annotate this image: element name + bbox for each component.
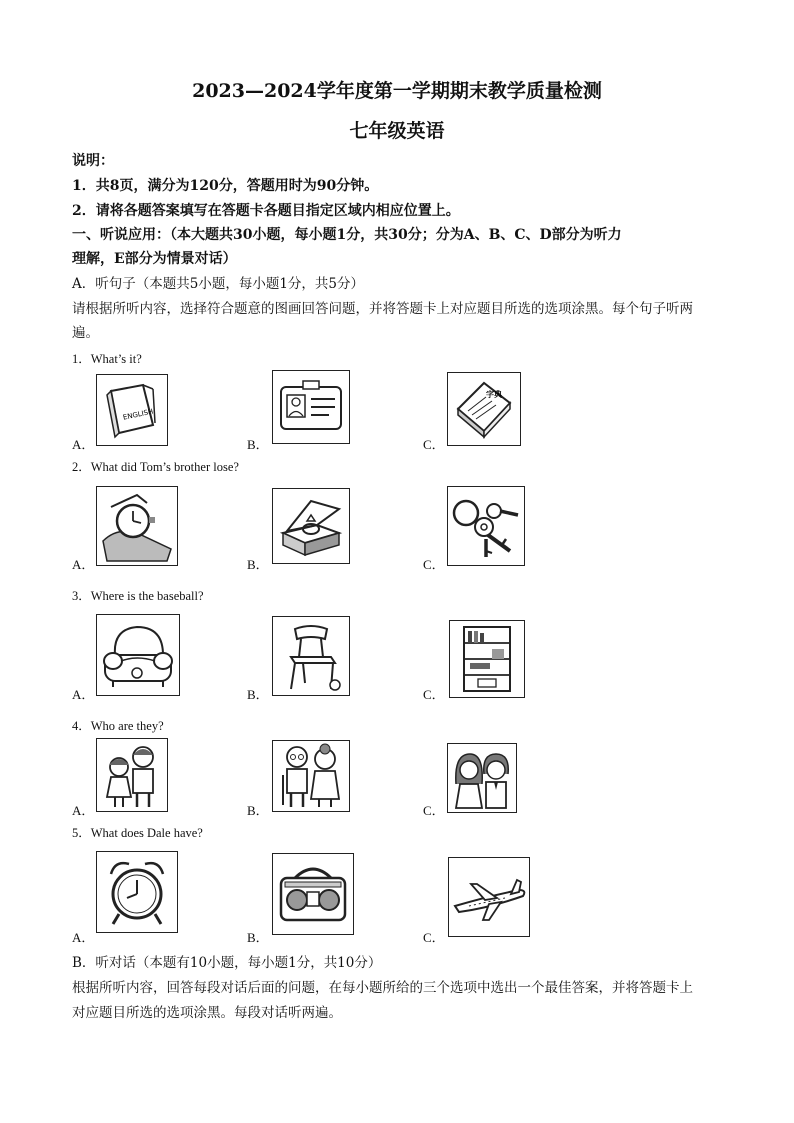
armchair-icon [96,614,180,696]
question-5: 5．What does Dale have? [72,826,203,840]
partA-direction-line2: 遍。 [72,325,99,341]
keys-icon [447,486,525,566]
page-title: 2023—2024学年度第一学期期末教学质量检测 [192,80,602,102]
partB-direction-line2: 对应题目所选的选项涂黑。每段对话听两遍。 [72,1005,342,1021]
page-subtitle: 七年级英语 [349,120,445,142]
svg-text:字典: 字典 [486,390,502,399]
partA-heading: A．听句子（本题共5小题，每小题1分，共5分） [72,276,365,292]
airplane-icon [448,857,530,937]
q2-option-c[interactable]: C． [423,557,445,572]
couple-icon [447,743,517,813]
q4-option-b[interactable]: B． [247,803,269,818]
partA-direction-line1: 请根据所听内容，选择符合题意的图画回答问题，并将答题卡上对应题目所选的选项涂黑。每个句子听两 [72,301,693,317]
english-book-icon [96,374,168,446]
ring-box-icon [272,488,350,564]
question-1: 1．What’s it? [72,352,142,366]
q3-option-c[interactable]: C． [423,687,445,702]
q1-option-c[interactable]: C． [423,437,445,452]
bookcase-icon [449,620,525,698]
q2-option-b[interactable]: B． [247,557,269,572]
grandparents-icon [272,740,350,812]
svg-text:ENGLISH: ENGLISH [122,407,155,422]
instructions-heading: 说明： [72,153,114,169]
radio-icon [272,853,354,935]
q1-option-a[interactable]: A． [72,437,95,452]
section1-line1: 一、听说应用：（本大题共30小题，每小题1分，共30分；分为A、B、C、D部分为听力 [72,227,622,243]
partB-heading: B．听对话（本题有10小题，每小题1分，共10分） [72,955,382,971]
q3-option-a[interactable]: A． [72,687,95,702]
q3-option-b[interactable]: B． [247,687,269,702]
q1-option-b[interactable]: B． [247,437,269,452]
q4-option-a[interactable]: A． [72,803,95,818]
question-2: 2．What did Tom’s brother lose? [72,460,239,474]
children-icon [96,738,168,812]
q5-option-a[interactable]: A． [72,930,95,945]
partB-direction-line1: 根据所听内容，回答每段对话后面的问题，在每小题所给的三个选项中选出一个最佳答案，并将答题卡上 [72,980,693,996]
q4-option-c[interactable]: C． [423,803,445,818]
q5-option-c[interactable]: C． [423,930,445,945]
question-4: 4．Who are they? [72,719,164,733]
q2-option-a[interactable]: A． [72,557,95,572]
instruction-item-1: 1．共8页，满分为120分，答题用时为90分钟。 [72,178,379,194]
chair-icon [272,616,350,696]
q5-option-b[interactable]: B． [247,930,269,945]
question-3: 3．Where is the baseball? [72,589,204,603]
section1-line2: 理解，E部分为情景对话） [72,251,237,267]
id-card-icon [272,370,350,444]
dictionary-icon [447,372,521,446]
watch-icon [96,486,178,566]
instruction-item-2: 2．请将各题答案填写在答题卡各题目指定区域内相应位置上。 [72,203,460,219]
alarm-clock-icon [96,851,178,933]
